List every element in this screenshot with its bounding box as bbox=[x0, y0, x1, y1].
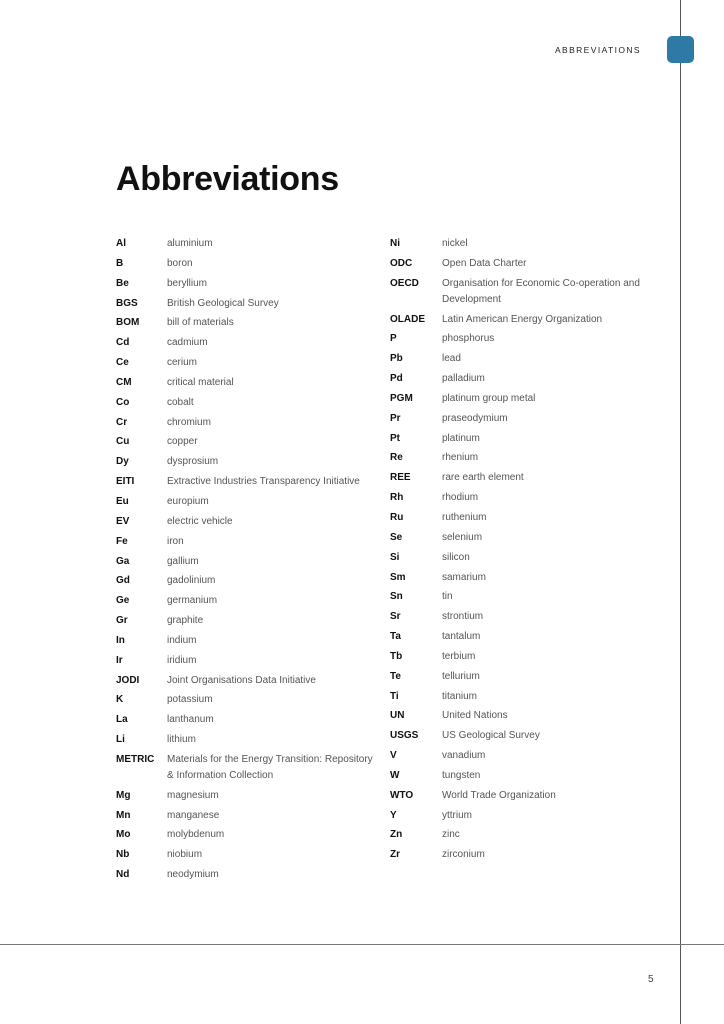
abbreviation-definition: niobium bbox=[167, 849, 203, 861]
abbreviation-row bbox=[390, 669, 650, 685]
abbreviation-term: Mg bbox=[116, 789, 131, 801]
abbreviation-term: Y bbox=[390, 809, 397, 821]
abbreviation-definition: US Geological Survey bbox=[442, 730, 540, 742]
abbreviation-definition: yttrium bbox=[442, 809, 472, 821]
abbreviation-term: Ru bbox=[390, 511, 404, 523]
abbreviation-row bbox=[390, 391, 650, 407]
abbreviation-term: Al bbox=[116, 238, 126, 249]
abbreviation-definition: World Trade Organization bbox=[442, 789, 556, 801]
abbreviation-term: Sm bbox=[390, 571, 406, 583]
abbreviation-term: Pb bbox=[390, 353, 403, 365]
abbreviation-term: Mn bbox=[116, 809, 131, 821]
abbreviation-row bbox=[390, 351, 650, 367]
abbreviation-row bbox=[390, 510, 650, 526]
abbreviation-row bbox=[390, 728, 650, 744]
abbreviation-definition: titanium bbox=[442, 690, 478, 702]
abbreviation-row bbox=[390, 570, 650, 586]
abbreviation-definition: chromium bbox=[167, 416, 211, 428]
abbreviation-definition: Extractive Industries Transparency Initiative bbox=[167, 476, 360, 488]
abbreviation-term: Si bbox=[390, 551, 400, 563]
abbreviation-definition: strontium bbox=[442, 611, 484, 623]
abbreviation-term: Rh bbox=[390, 492, 404, 504]
abbreviation-term: Ti bbox=[390, 690, 399, 702]
abbreviation-term: Ga bbox=[116, 555, 130, 567]
abbreviation-row bbox=[116, 712, 376, 728]
abbreviation-definition: bill of materials bbox=[167, 317, 234, 329]
abbreviation-row bbox=[116, 752, 376, 784]
abbreviation-row bbox=[116, 653, 376, 669]
abbreviation-row bbox=[390, 847, 650, 863]
abbreviation-term: JODI bbox=[116, 674, 140, 686]
abbreviation-definition: selenium bbox=[442, 531, 483, 543]
abbreviation-row bbox=[116, 256, 376, 272]
abbreviation-definition: molybdenum bbox=[167, 829, 225, 841]
abbreviation-definition: Latin American Energy Organization bbox=[442, 313, 603, 325]
abbreviation-definition: United Nations bbox=[442, 710, 508, 722]
abbreviation-definition: potassium bbox=[167, 694, 213, 706]
abbreviation-row bbox=[390, 629, 650, 645]
abbreviation-row bbox=[116, 375, 376, 391]
abbreviation-definition: praseodymium bbox=[442, 412, 508, 424]
abbreviation-term: Sr bbox=[390, 611, 401, 623]
abbreviation-definition: cadmium bbox=[167, 337, 208, 349]
abbreviation-definition: indium bbox=[167, 634, 197, 646]
abbreviation-row bbox=[390, 550, 650, 566]
abbreviation-term: Ir bbox=[116, 654, 123, 666]
abbreviation-row bbox=[116, 573, 376, 589]
abbreviation-term: Tb bbox=[390, 650, 403, 662]
abbreviation-term: Cr bbox=[116, 416, 128, 428]
abbreviation-row bbox=[390, 470, 650, 486]
abbreviation-term: Pt bbox=[390, 432, 400, 444]
abbreviation-definition: platinum group metal bbox=[442, 392, 536, 404]
abbreviation-definition: critical material bbox=[167, 376, 234, 388]
abbreviation-term: WTO bbox=[390, 789, 414, 801]
abbreviation-term: CM bbox=[116, 376, 132, 388]
abbreviation-term: UN bbox=[390, 710, 405, 722]
abbreviation-term: METRIC bbox=[116, 753, 155, 765]
abbreviation-definition: Materials for the Energy Transition: Repository & Information Collection bbox=[167, 753, 373, 781]
abbreviation-row bbox=[390, 431, 650, 447]
abbreviation-row bbox=[116, 276, 376, 292]
abbreviation-term: Ni bbox=[390, 238, 400, 249]
abbreviation-term: K bbox=[116, 694, 124, 706]
abbreviation-row bbox=[390, 312, 650, 328]
abbreviation-term: Gd bbox=[116, 575, 130, 587]
abbreviation-row bbox=[390, 236, 650, 252]
abbreviation-term: Te bbox=[390, 670, 401, 682]
abbreviation-row bbox=[390, 708, 650, 724]
abbreviation-definition: electric vehicle bbox=[167, 515, 233, 527]
abbreviation-term: Dy bbox=[116, 456, 129, 468]
abbreviation-term: Pd bbox=[390, 373, 403, 385]
abbreviation-definition: magnesium bbox=[167, 789, 219, 801]
abbreviation-row bbox=[390, 788, 650, 804]
abbreviation-term: Gr bbox=[116, 615, 128, 627]
abbreviation-term: P bbox=[390, 333, 397, 345]
abbreviation-row bbox=[116, 867, 376, 883]
abbreviation-term: Pr bbox=[390, 412, 401, 424]
abbreviation-definition: cerium bbox=[167, 357, 198, 369]
abbreviation-definition: British Geological Survey bbox=[167, 297, 279, 309]
abbreviation-definition: manganese bbox=[167, 809, 220, 821]
abbreviation-row bbox=[116, 494, 376, 510]
abbreviation-definition: tin bbox=[442, 591, 453, 603]
abbreviation-definition: rhenium bbox=[442, 452, 479, 464]
abbreviation-row bbox=[390, 276, 650, 308]
abbreviation-definition: phosphorus bbox=[442, 333, 495, 345]
abbreviation-row bbox=[390, 808, 650, 824]
abbreviation-row bbox=[116, 827, 376, 843]
abbreviation-term: PGM bbox=[390, 392, 413, 404]
abbreviation-term: OECD bbox=[390, 277, 419, 289]
abbreviation-term: Be bbox=[116, 277, 129, 289]
abbreviation-definition: zinc bbox=[442, 829, 460, 841]
abbreviation-definition: platinum bbox=[442, 432, 480, 444]
abbreviation-definition: dysprosium bbox=[167, 456, 219, 468]
abbreviation-definition: graphite bbox=[167, 615, 204, 627]
abbreviation-term: Li bbox=[116, 734, 125, 746]
abbreviation-definition: Organisation for Economic Co-operation and Development bbox=[442, 277, 640, 305]
abbreviation-definition: lithium bbox=[167, 734, 196, 746]
abbreviation-row bbox=[116, 514, 376, 530]
abbreviation-definition: iron bbox=[167, 535, 184, 547]
abbreviation-definition: rhodium bbox=[442, 492, 479, 504]
abbreviation-definition: lead bbox=[442, 353, 461, 365]
abbreviation-row bbox=[116, 454, 376, 470]
abbreviation-term: Cu bbox=[116, 436, 130, 448]
abbreviation-row bbox=[116, 732, 376, 748]
abbreviation-row bbox=[390, 450, 650, 466]
abbreviation-term: In bbox=[116, 634, 125, 646]
abbreviation-row bbox=[116, 315, 376, 331]
abbreviation-definition: palladium bbox=[442, 373, 485, 385]
abbreviation-row bbox=[116, 434, 376, 450]
abbreviation-term: Nb bbox=[116, 849, 130, 861]
section-header-label: ABBREVIATIONS bbox=[554, 45, 641, 55]
abbreviation-definition: rare earth element bbox=[442, 472, 524, 484]
abbreviation-term: Mo bbox=[116, 829, 131, 841]
abbreviation-term: W bbox=[390, 769, 400, 781]
abbreviation-row bbox=[390, 331, 650, 347]
abbreviation-term: EV bbox=[116, 515, 130, 527]
abbreviation-definition: europium bbox=[167, 495, 209, 507]
abbreviation-term: ODC bbox=[390, 257, 413, 269]
page-title: Abbreviations bbox=[116, 160, 339, 198]
abbreviation-row bbox=[390, 490, 650, 506]
abbreviation-definition: gadolinium bbox=[167, 575, 216, 587]
abbreviation-definition: aluminium bbox=[167, 238, 213, 249]
abbreviation-definition: beryllium bbox=[167, 277, 208, 289]
abbreviation-definition: germanium bbox=[167, 595, 218, 607]
abbreviation-row bbox=[390, 609, 650, 625]
abbreviation-row bbox=[390, 748, 650, 764]
abbreviation-definition: Joint Organisations Data Initiative bbox=[167, 674, 316, 686]
abbreviation-definition: vanadium bbox=[442, 750, 486, 762]
abbreviation-definition: tellurium bbox=[442, 670, 480, 682]
abbreviation-row bbox=[390, 411, 650, 427]
abbreviation-definition: nickel bbox=[442, 238, 468, 249]
abbreviation-row bbox=[116, 633, 376, 649]
abbreviation-term: BOM bbox=[116, 317, 140, 329]
abbreviation-definition: lanthanum bbox=[167, 714, 214, 726]
abbreviation-term: B bbox=[116, 257, 124, 269]
abbreviation-row bbox=[390, 530, 650, 546]
section-tab-marker bbox=[667, 36, 694, 63]
abbreviation-term: Ge bbox=[116, 595, 130, 607]
abbreviation-row bbox=[116, 808, 376, 824]
abbreviation-row bbox=[116, 593, 376, 609]
abbreviation-term: OLADE bbox=[390, 313, 425, 325]
abbreviation-term: EITI bbox=[116, 476, 135, 488]
abbreviation-term: Zr bbox=[390, 849, 400, 861]
abbreviation-definition: samarium bbox=[442, 571, 486, 583]
abbreviation-row bbox=[390, 768, 650, 784]
abbreviation-term: BGS bbox=[116, 297, 138, 309]
page-number: 5 bbox=[648, 974, 654, 985]
abbreviation-definition: terbium bbox=[442, 650, 476, 662]
abbreviation-row bbox=[116, 296, 376, 312]
abbreviation-row bbox=[390, 589, 650, 605]
abbreviation-term: Cd bbox=[116, 337, 130, 349]
abbreviation-row bbox=[116, 788, 376, 804]
abbreviation-row bbox=[116, 236, 376, 252]
abbreviation-row bbox=[116, 415, 376, 431]
abbreviation-definition: cobalt bbox=[167, 396, 194, 408]
abbreviation-row bbox=[390, 827, 650, 843]
abbreviation-row bbox=[390, 649, 650, 665]
abbreviation-row bbox=[116, 613, 376, 629]
abbreviation-term: Eu bbox=[116, 495, 129, 507]
abbreviation-row bbox=[116, 692, 376, 708]
abbreviation-row bbox=[116, 395, 376, 411]
abbreviation-row bbox=[116, 474, 376, 490]
abbreviation-term: Ce bbox=[116, 357, 129, 369]
abbreviation-definition: boron bbox=[167, 257, 193, 269]
footer-rule bbox=[0, 944, 724, 945]
abbreviation-row bbox=[390, 371, 650, 387]
abbreviation-row bbox=[116, 847, 376, 863]
abbreviation-definition: neodymium bbox=[167, 869, 219, 881]
margin-rule-vertical bbox=[680, 0, 681, 1024]
abbreviation-definition: silicon bbox=[442, 551, 470, 563]
abbreviation-term: Fe bbox=[116, 535, 128, 547]
abbreviation-definition: zirconium bbox=[442, 849, 485, 861]
abbreviation-definition: gallium bbox=[167, 555, 199, 567]
abbreviation-list-right bbox=[390, 236, 650, 867]
abbreviation-definition: tungsten bbox=[442, 769, 481, 781]
abbreviation-list-left bbox=[116, 236, 376, 887]
abbreviation-term: Se bbox=[390, 531, 403, 543]
abbreviation-term: Co bbox=[116, 396, 130, 408]
abbreviation-row bbox=[116, 335, 376, 351]
abbreviation-definition: Open Data Charter bbox=[442, 257, 527, 269]
abbreviation-row bbox=[116, 534, 376, 550]
abbreviation-term: Sn bbox=[390, 591, 403, 603]
abbreviation-row bbox=[116, 554, 376, 570]
abbreviation-term: Re bbox=[390, 452, 403, 464]
abbreviation-definition: tantalum bbox=[442, 631, 481, 643]
abbreviation-term: Zn bbox=[390, 829, 403, 841]
abbreviation-definition: ruthenium bbox=[442, 511, 487, 523]
abbreviation-term: REE bbox=[390, 472, 411, 484]
abbreviation-term: Nd bbox=[116, 869, 130, 881]
abbreviation-term: USGS bbox=[390, 730, 419, 742]
abbreviation-term: Ta bbox=[390, 631, 401, 643]
abbreviation-row bbox=[390, 689, 650, 705]
abbreviation-definition: iridium bbox=[167, 654, 197, 666]
abbreviation-row bbox=[390, 256, 650, 272]
abbreviation-term: V bbox=[390, 750, 397, 762]
abbreviation-row bbox=[116, 355, 376, 371]
abbreviation-definition: copper bbox=[167, 436, 198, 448]
abbreviation-term: La bbox=[116, 714, 128, 726]
abbreviation-row bbox=[116, 673, 376, 689]
